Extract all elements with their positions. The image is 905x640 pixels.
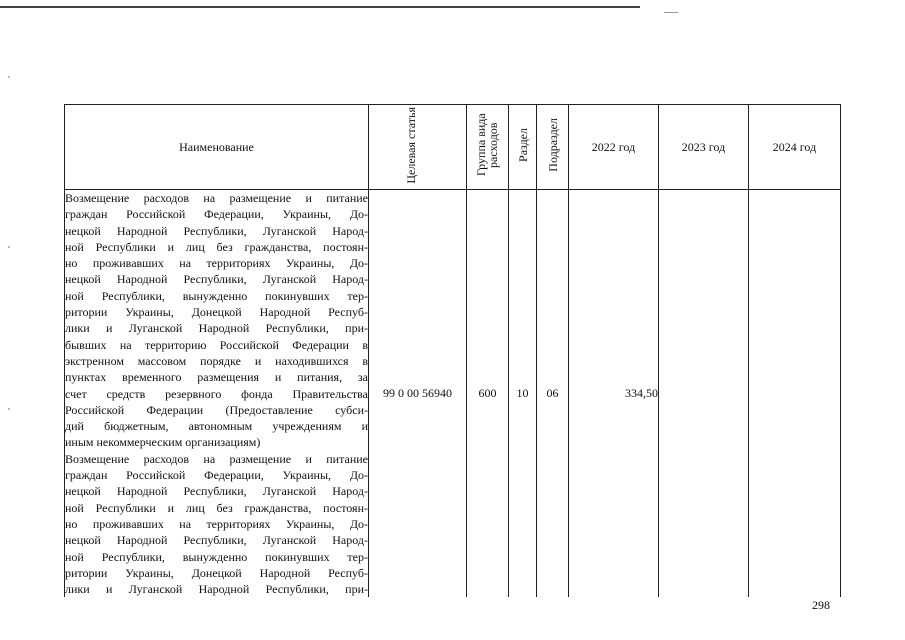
row-name-line: бывших на территорию Российской Федерации в [65, 337, 368, 352]
row-name-line: экстренном массовом порядке и находившихся в [65, 353, 368, 368]
header-target-article-label: Целевая статья [403, 106, 418, 184]
row-year-2024 [749, 190, 841, 598]
header-target-article [369, 105, 467, 190]
row-name-line: ной Республики, вынужденно покинувших тер- [65, 549, 368, 564]
row-name-line: пунктах временного размещения и питания, за [65, 370, 368, 385]
row-name-line: нецкой Народной Республики, Луганской Народ- [65, 272, 368, 287]
header-subsection-label: Подраздел [545, 118, 560, 172]
row-name-line: Российской Федерации (Предоставление субси- [65, 402, 368, 417]
row-name-line: нецкой Народной Республики, Луганской Народ- [65, 484, 368, 499]
row-year-2022: 334,50 [569, 190, 659, 598]
row-name-line: счет средств резервного фонда Правительства [65, 386, 368, 401]
row-name-line: но проживавших на территориях Украины, До- [65, 516, 368, 531]
scan-speck [8, 76, 10, 78]
header-expense-group [467, 105, 509, 190]
row-subsection: 06 [537, 190, 569, 598]
row-name-line: лики и Луганской Народной Республики, при- [65, 321, 368, 336]
row-name-line: граждан Российской Федерации, Украины, До- [65, 207, 368, 222]
row-name-line: ной Республики, вынужденно покинувших тер- [65, 288, 368, 303]
header-year-2023: 2023 год [659, 105, 749, 190]
scan-speck [8, 246, 10, 248]
row-name-line: ной Республики и лиц без гражданства, постоян- [65, 239, 368, 254]
header-name: Наименование [65, 105, 369, 190]
header-section-label: Раздел [515, 128, 530, 162]
row-name-line: ритории Украины, Донецкой Народной Респуб- [65, 565, 368, 580]
header-subsection [537, 105, 569, 190]
row-name-line: лики и Луганской Народной Республики, при- [65, 582, 368, 597]
row-name-line: дий бюджетным, автономным учреждениям и [65, 419, 368, 434]
row-name-line: Возмещение расходов на размещение и питание [65, 191, 368, 205]
page-number: 298 [812, 598, 830, 612]
row-name-line: нецкой Народной Республики, Луганской Народ- [65, 533, 368, 548]
row-name-line: но проживавших на территориях Украины, До- [65, 256, 368, 271]
table-row [65, 190, 841, 598]
budget-table [64, 104, 841, 597]
header-expense-group-label: Группа вида расходов [473, 113, 500, 177]
header-section [509, 105, 537, 190]
top-rule-fragment [664, 12, 678, 13]
row-name-line: ной Республики и лиц без гражданства, постоян- [65, 500, 368, 515]
top-rule [0, 6, 640, 8]
row-name-text [65, 190, 368, 597]
row-name-cell [65, 190, 369, 598]
header-row [65, 105, 841, 190]
header-year-2022: 2022 год [569, 105, 659, 190]
scan-speck [8, 408, 10, 410]
header-year-2024: 2024 год [749, 105, 841, 190]
budget-table-container [64, 104, 840, 597]
row-name-line: Возмещение расходов на размещение и питание [65, 451, 368, 466]
row-year-2023 [659, 190, 749, 598]
row-name-line: нецкой Народной Республики, Луганской Народ- [65, 223, 368, 238]
row-expense-group: 600 [467, 190, 509, 598]
row-section: 10 [509, 190, 537, 598]
row-name-line: граждан Российской Федерации, Украины, До- [65, 468, 368, 483]
row-name-line: иным некоммерческим организациям) [65, 435, 261, 450]
row-name-line: ритории Украины, Донецкой Народной Респуб- [65, 305, 368, 320]
row-target-article: 99 0 00 56940 [369, 190, 467, 598]
